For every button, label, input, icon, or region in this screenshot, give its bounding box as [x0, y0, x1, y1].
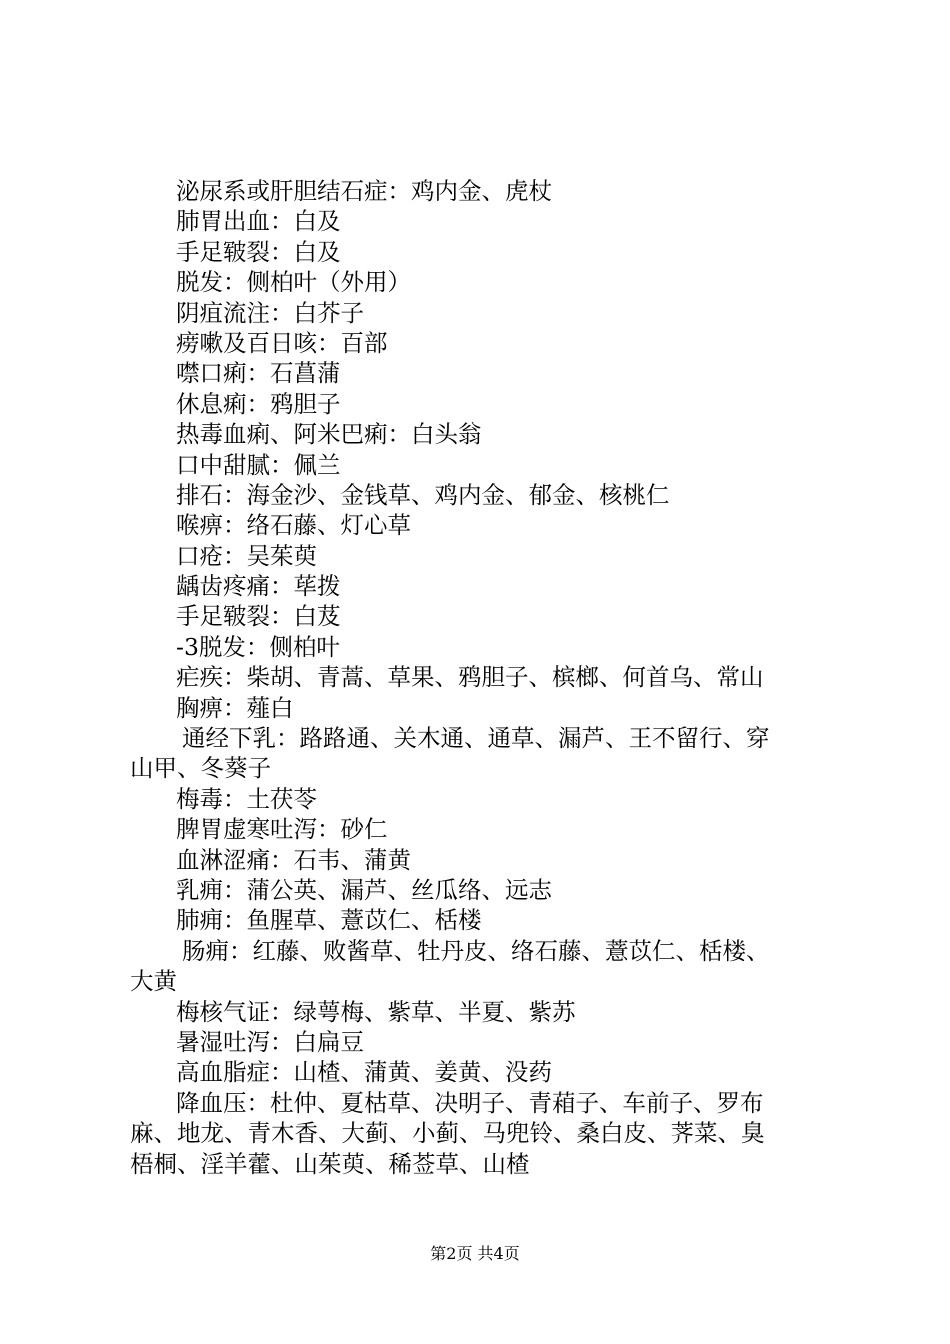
text-line: 泌尿系或肝胆结石症：鸡内金、虎杖 — [176, 177, 552, 205]
text-line: 阴疽流注：白芥子 — [176, 298, 364, 327]
text-line-continuation: 麻、地龙、青木香、大蓟、小蓟、马兜铃、桑白皮、荠菜、臭 — [130, 1119, 765, 1148]
text-line: 疟疾：柴胡、青蒿、草果、鸦胆子、槟榔、何首乌、常山 — [176, 663, 764, 692]
text-line-continuation: 山甲、冬葵子 — [130, 754, 271, 783]
text-line: 手足皲裂：白及 — [176, 237, 341, 266]
text-line-continuation: 大黄 — [130, 967, 177, 996]
text-line: 痨嗽及百日咳：百部 — [176, 328, 388, 357]
text-line: 口中甜腻：佩兰 — [176, 450, 341, 479]
text-line: 暑湿吐泻：白扁豆 — [176, 1027, 364, 1056]
text-line: 排石：海金沙、金钱草、鸡内金、郁金、核桃仁 — [176, 480, 670, 509]
text-line: 肺痈：鱼腥草、薏苡仁、栝楼 — [176, 906, 482, 935]
text-line: -3脱发：侧柏叶 — [176, 632, 340, 661]
text-line: 通经下乳：路路通、关木通、通草、漏芦、王不留行、穿 — [182, 724, 770, 753]
text-line: 梅核气证：绿萼梅、紫草、半夏、紫苏 — [176, 997, 576, 1026]
text-line: 梅毒：土茯苓 — [176, 784, 317, 813]
text-line: 脾胃虚寒吐泻：砂仁 — [176, 815, 388, 844]
text-line: 高血脂症：山楂、蒲黄、姜黄、没药 — [176, 1058, 552, 1087]
text-line: 血淋涩痛：石韦、蒲黄 — [176, 845, 411, 874]
text-line: 乳痈：蒲公英、漏芦、丝瓜络、远志 — [176, 875, 552, 904]
text-line: 胸痹：薤白 — [176, 693, 294, 722]
text-line: 热毒血痢、阿米巴痢：白头翁 — [176, 420, 482, 449]
text-line: 口疮：吴茱萸 — [176, 541, 317, 570]
text-line: 降血压：杜仲、夏枯草、决明子、青葙子、车前子、罗布 — [176, 1088, 764, 1117]
text-line-continuation: 梧桐、淫羊藿、山茱萸、稀莶草、山楂 — [130, 1149, 530, 1178]
document-body — [130, 176, 830, 1179]
page-number-footer: 第2页 共4页 — [430, 1244, 520, 1263]
text-line: 喉痹：络石藤、灯心草 — [176, 511, 411, 540]
text-line: 噤口痢：石菖蒲 — [176, 359, 341, 388]
text-line: 肺胃出血：白及 — [176, 207, 341, 236]
text-line: 脱发：侧柏叶（外用） — [176, 268, 411, 297]
text-line: 肠痈：红藤、败酱草、牡丹皮、络石藤、薏苡仁、栝楼、 — [182, 936, 770, 965]
text-line: 龋齿疼痛：荜拨 — [176, 572, 341, 601]
text-line: 休息痢：鸦胆子 — [176, 389, 341, 418]
text-line: 手足皲裂：白芨 — [176, 602, 341, 631]
